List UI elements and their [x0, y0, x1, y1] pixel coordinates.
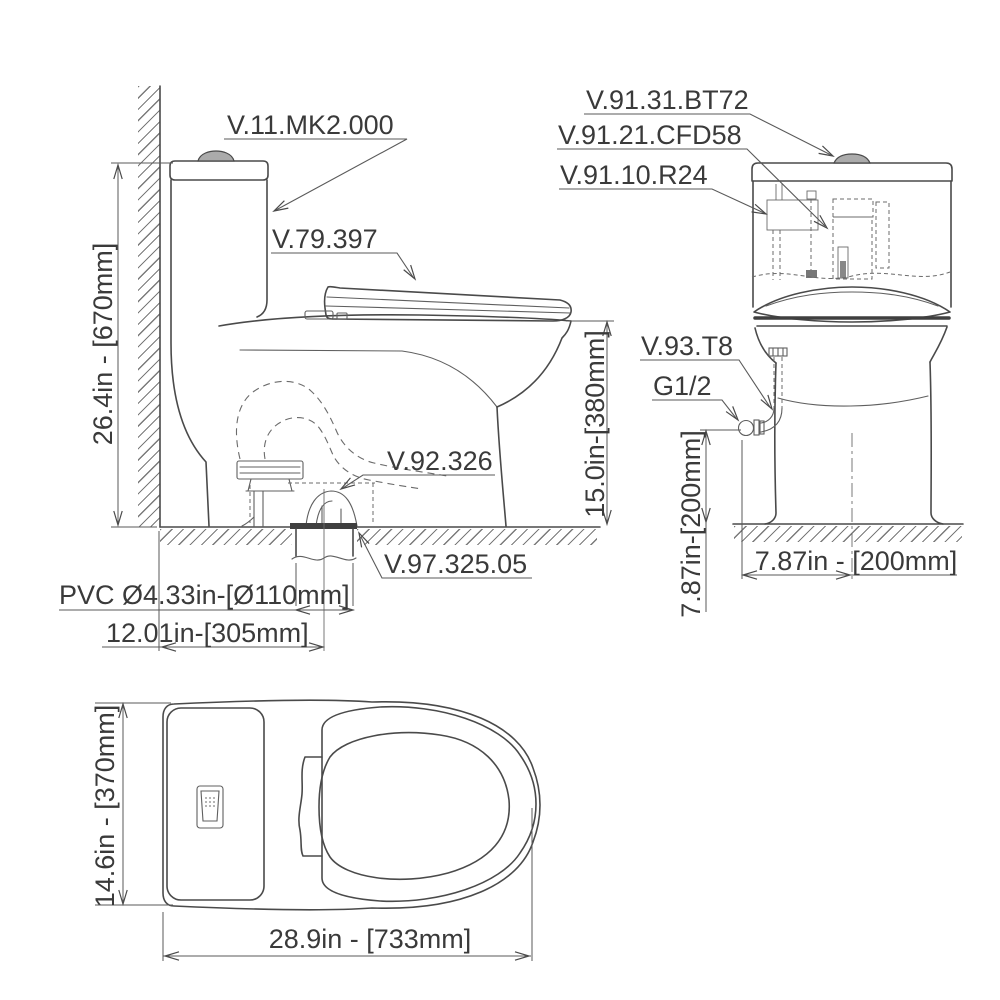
dim-text-outlet-pipe: PVC Ø4.33in-[Ø110mm] — [59, 580, 350, 610]
flush-button-front — [834, 154, 870, 163]
cistern-front — [752, 154, 952, 307]
cistern-lid-top — [167, 708, 264, 900]
seat-opening-top — [319, 733, 509, 880]
label-push-button: V.91.31.BT72 — [586, 85, 749, 115]
dim-text-rim-height: 15.0in-[380mm] — [580, 330, 610, 518]
flush-valve-top — [833, 199, 873, 217]
dim-text-supply-height: 7.87in-[200mm] — [676, 430, 706, 618]
fill-valve-body — [767, 200, 818, 230]
water-line — [752, 272, 950, 279]
label-supply-hose: V.93.T8 — [641, 331, 734, 361]
dim-overall-height — [111, 163, 173, 527]
outlet-valve-assembly — [237, 461, 375, 526]
dim-text-supply-offset: 7.87in - [200mm] — [754, 546, 958, 576]
dim-supply-height — [700, 430, 741, 612]
label-seat-model: V.79.397 — [272, 224, 378, 254]
label-floor-flange: V.97.325.05 — [384, 549, 528, 579]
cistern-side — [170, 151, 268, 526]
leader-lines — [224, 114, 835, 578]
flush-button-top — [197, 786, 223, 828]
shutoff-valve — [739, 421, 754, 436]
text-labels — [59, 85, 957, 954]
label-fill-valve: V.91.10.R24 — [560, 160, 708, 190]
dim-text-rough-in: 12.01in-[305mm] — [106, 618, 309, 648]
dim-text-overall-height: 26.4in - [670mm] — [88, 242, 118, 446]
label-cistern-model: V.11.MK2.000 — [227, 110, 394, 140]
front-view — [733, 154, 963, 581]
flush-valve-body — [833, 217, 872, 279]
label-supply-thread: G1/2 — [653, 371, 712, 401]
water-supply — [739, 348, 788, 436]
label-outlet-valve: V.92.326 — [387, 446, 493, 476]
tank-internals — [752, 184, 950, 280]
label-flush-valve: V.91.21.CFD58 — [558, 120, 742, 150]
body-silhouette-top — [163, 700, 540, 909]
dim-text-overall-width: 14.6in - [370mm] — [90, 704, 120, 908]
seat-front — [754, 287, 950, 326]
overflow-tube — [876, 202, 889, 268]
side-view — [160, 86, 600, 651]
bowl-side — [219, 315, 571, 526]
top-view — [163, 700, 540, 909]
pedestal-front — [733, 327, 963, 581]
dim-text-overall-depth: 28.9in - [733mm] — [268, 924, 472, 954]
flush-button-side — [198, 151, 234, 161]
flange-bar — [290, 523, 357, 529]
